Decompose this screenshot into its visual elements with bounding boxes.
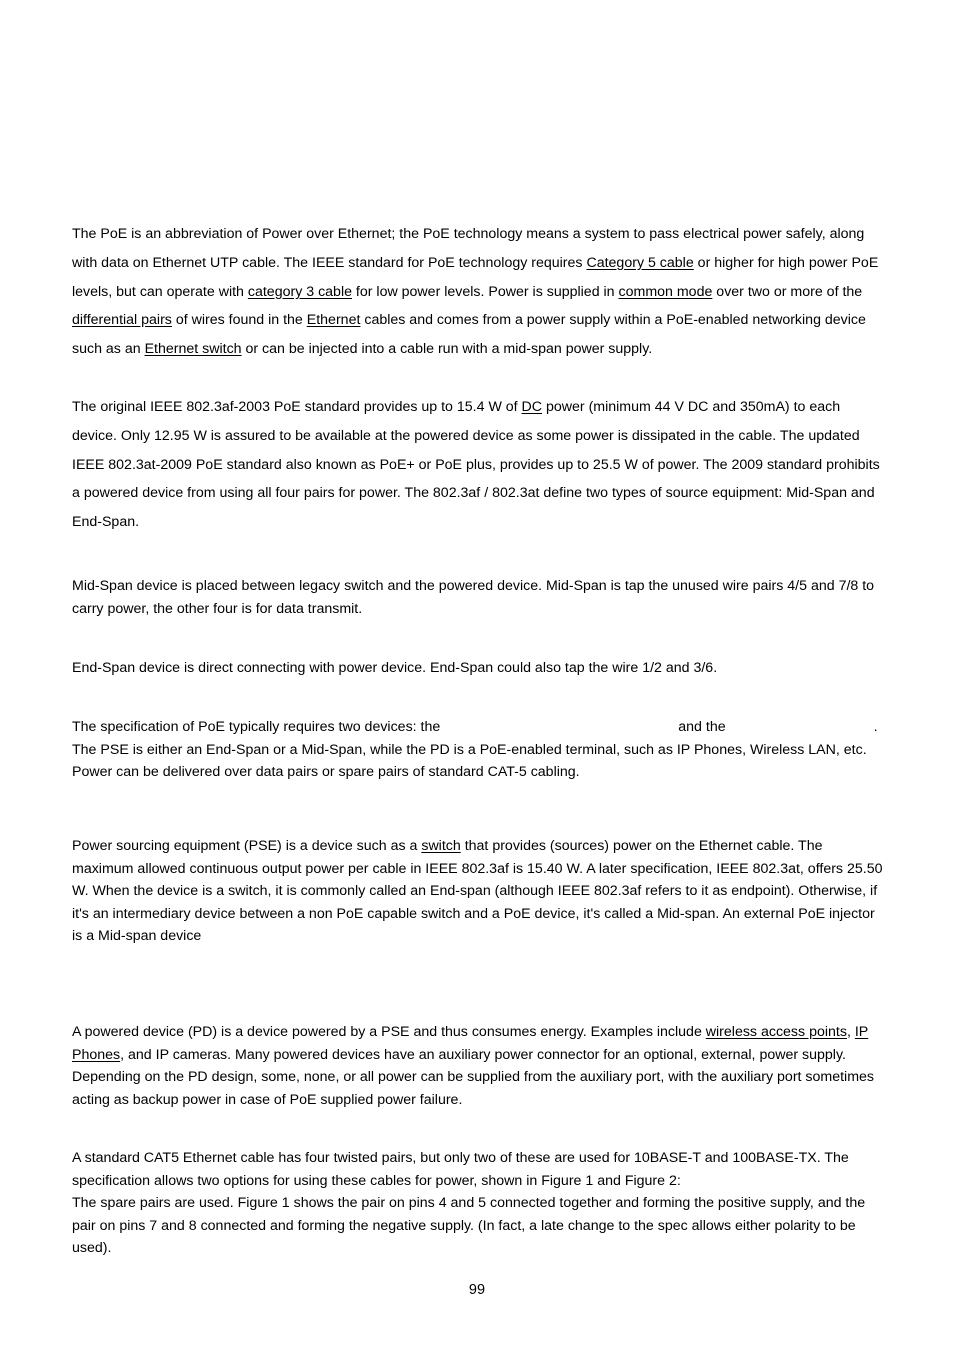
paragraph-poe-intro xyxy=(72,220,887,364)
text: , and IP cameras. Many powered devices have an auxiliary power connector for an optional, external, power supply. Depending on the PD design, some, none, or all power can be supplied from the auxiliary port, with the auxiliary port sometimes acting as backup power in case of PoE supplied power failure. xyxy=(72,1046,875,1108)
text: The original IEEE 802.3af-2003 PoE standard provides up to 15.4 W of xyxy=(72,399,522,415)
text: , xyxy=(846,1024,855,1040)
text: The PSE is either an End-Span or a Mid-Span, while the PD is a PoE-enabled terminal, such as IP Phones, Wireless LAN, etc. Power can be delivered over data pairs or spare pairs of standard CAT-5 cabling. xyxy=(72,741,867,780)
paragraph-pd xyxy=(72,1021,887,1111)
text: The PoE is an abbreviation of Power over Ethernet; the PoE technology means a system to pass electrical power safely, along with data on Ethernet UTP cable. The IEEE standard for PoE technology requires xyxy=(72,226,865,271)
text: or can be injected into a cable run with a mid-span power supply. xyxy=(241,341,653,358)
text: A powered device (PD) is a device powered by a PSE and thus consumes energy. Examples include xyxy=(72,1024,706,1040)
text: for low power levels. Power is supplied in xyxy=(351,283,619,300)
text: The spare pairs are used. Figure 1 shows the pair on pins 4 and 5 connected together and forming the positive supply, and the pair on pins 7 and 8 connected and forming the negative supply. (In fact, a late change to the spec allows either polarity to be used). xyxy=(72,1195,866,1256)
paragraph-pse xyxy=(72,835,887,948)
text: power (minimum 44 V DC and 350mA) to each device. Only 12.95 W is assured to be available at the powered device as some power is dissipated in the cable. The updated IEEE 802.3at-2009 PoE standard also known as PoE+ or PoE plus, provides up to 25.5 W of power. The 2009 standard prohibits a powered device from using all four pairs for power. The 802.3af / 802.3at define two types of source equipment: Mid-Span and End-Span. xyxy=(72,399,880,531)
text: Power sourcing equipment (PSE) is a device such as a xyxy=(72,838,422,854)
text: cables and comes from a power supply within a PoE-enabled networking device such as an xyxy=(72,312,866,358)
link-ethernet[interactable]: Ethernet xyxy=(306,312,361,329)
paragraph-poe-standards xyxy=(72,393,887,537)
text: that provides (sources) power on the Ethernet cable. The maximum allowed continuous output power per cable in IEEE 802.3af is 15.40 W. A later specification, IEEE 802.3at, offers 25.50 W. When the device is a switch, it is commonly called an End-span (although IEEE 802.3af refers to it as endpoint). Otherwise, if it's an intermediary device between a non PoE capable switch and a PoE device, it's called a Mid-span. An external PoE injector is a Mid-span device xyxy=(72,838,883,944)
paragraph-cat5-power xyxy=(72,1147,887,1260)
link-differential-pairs[interactable]: differential pairs xyxy=(72,312,172,329)
link-ethernet-switch[interactable]: Ethernet switch xyxy=(144,341,242,358)
link-ip-phones[interactable]: IP Phones xyxy=(72,1024,869,1063)
text: and the xyxy=(678,719,726,735)
text: The specification of PoE typically requires two devices: the xyxy=(72,719,441,735)
paragraph-end-span: End-Span device is direct connecting with power device. End-Span could also tap the wire 1/2 and 3/6. xyxy=(72,660,718,676)
link-wireless-access-points[interactable]: wireless access points xyxy=(705,1024,847,1040)
page-number: 99 xyxy=(468,1282,486,1298)
text: . xyxy=(873,719,878,735)
link-category-3-cable[interactable]: category 3 cable xyxy=(247,283,352,300)
link-category-5-cable[interactable]: Category 5 cable xyxy=(586,254,694,271)
text: A standard CAT5 Ethernet cable has four twisted pairs, but only two of these are used for 10BASE-T and 100BASE-TX. The specification allows two options for using these cables for power, shown in Figure 1 and Figure 2: xyxy=(72,1150,849,1189)
link-dc[interactable]: DC xyxy=(521,399,543,415)
paragraph-poe-devices xyxy=(72,716,887,784)
text: or higher for high power PoE levels, but can operate with xyxy=(72,254,879,300)
link-common-mode[interactable]: common mode xyxy=(618,283,713,300)
text: of wires found in the xyxy=(171,312,307,329)
text: over two or more of the xyxy=(712,283,863,300)
link-switch[interactable]: switch xyxy=(421,838,461,854)
paragraph-mid-span: Mid-Span device is placed between legacy switch and the powered device. Mid-Span is tap the unused wire pairs 4/5 and 7/8 to carry power, the other four is for data transmit. xyxy=(72,578,875,617)
